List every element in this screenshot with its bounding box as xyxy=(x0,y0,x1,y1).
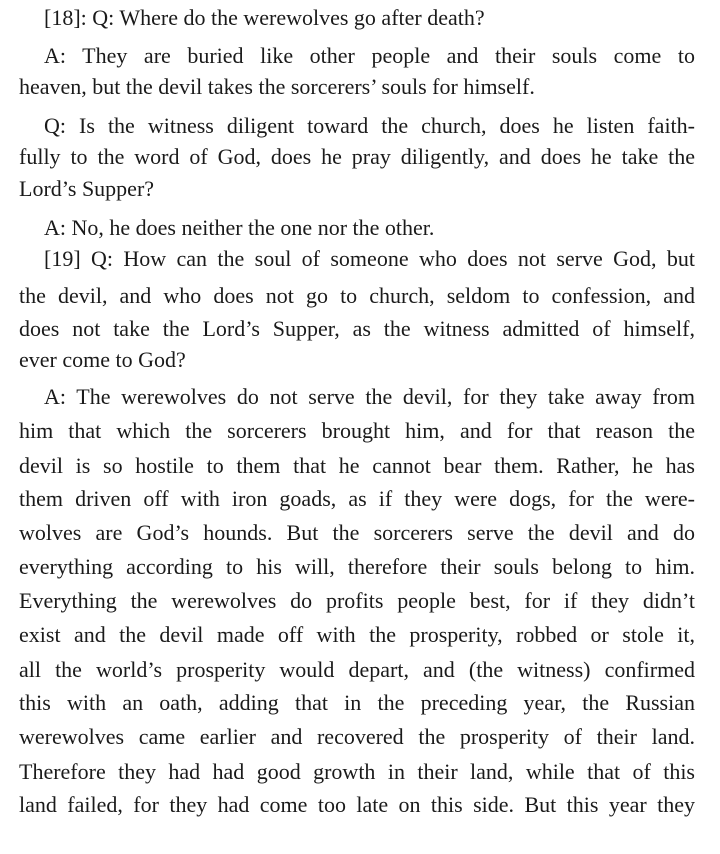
text-line: land failed, for they had come too late on this side. But this year they xyxy=(19,792,695,817)
text-line: ever come to God? xyxy=(19,347,186,372)
text-line: Therefore they had had good growth in their land, while that of this xyxy=(19,759,695,784)
text-line: [19] Q: How can the soul of someone who does not serve God, but xyxy=(44,246,695,271)
text-line: them driven off with iron goads, as if they were dogs, for the were- xyxy=(19,486,695,511)
text-line: all the world’s prosperity would depart, and (the witness) confirmed xyxy=(19,657,695,682)
text-line: Q: Is the witness diligent toward the church, does he listen faith- xyxy=(44,113,695,138)
text-line: Everything the werewolves do profits people best, for if they didn’t xyxy=(19,588,695,613)
text-line: the devil, and who does not go to church, seldom to confession, and xyxy=(19,283,695,308)
text-line: does not take the Lord’s Supper, as the witness admitted of himself, xyxy=(19,316,695,341)
text-line: [18]: Q: Where do the werewolves go after death? xyxy=(44,5,485,30)
text-line: wolves are God’s hounds. But the sorcerers serve the devil and do xyxy=(19,520,695,545)
text-line: A: The werewolves do not serve the devil, for they take away from xyxy=(44,384,695,409)
text-line: devil is so hostile to them that he cannot bear them. Rather, he has xyxy=(19,453,695,478)
text-line: A: No, he does neither the one nor the other. xyxy=(44,215,435,240)
text-line: werewolves came earlier and recovered the prosperity of their land. xyxy=(19,724,695,749)
text-line: A: They are buried like other people and their souls come to xyxy=(44,43,695,68)
text-line: exist and the devil made off with the prosperity, robbed or stole it, xyxy=(19,622,695,647)
text-line: this with an oath, adding that in the preceding year, the Russian xyxy=(19,690,695,715)
text-line: everything according to his will, therefore their souls belong to him. xyxy=(19,554,695,579)
text-line: fully to the word of God, does he pray diligently, and does he take the xyxy=(19,144,695,169)
text-line: Lord’s Supper? xyxy=(19,176,155,201)
text-line: him that which the sorcerers brought him, and for that reason the xyxy=(19,418,695,443)
text-line: heaven, but the devil takes the sorcerers’ souls for himself. xyxy=(19,74,535,99)
